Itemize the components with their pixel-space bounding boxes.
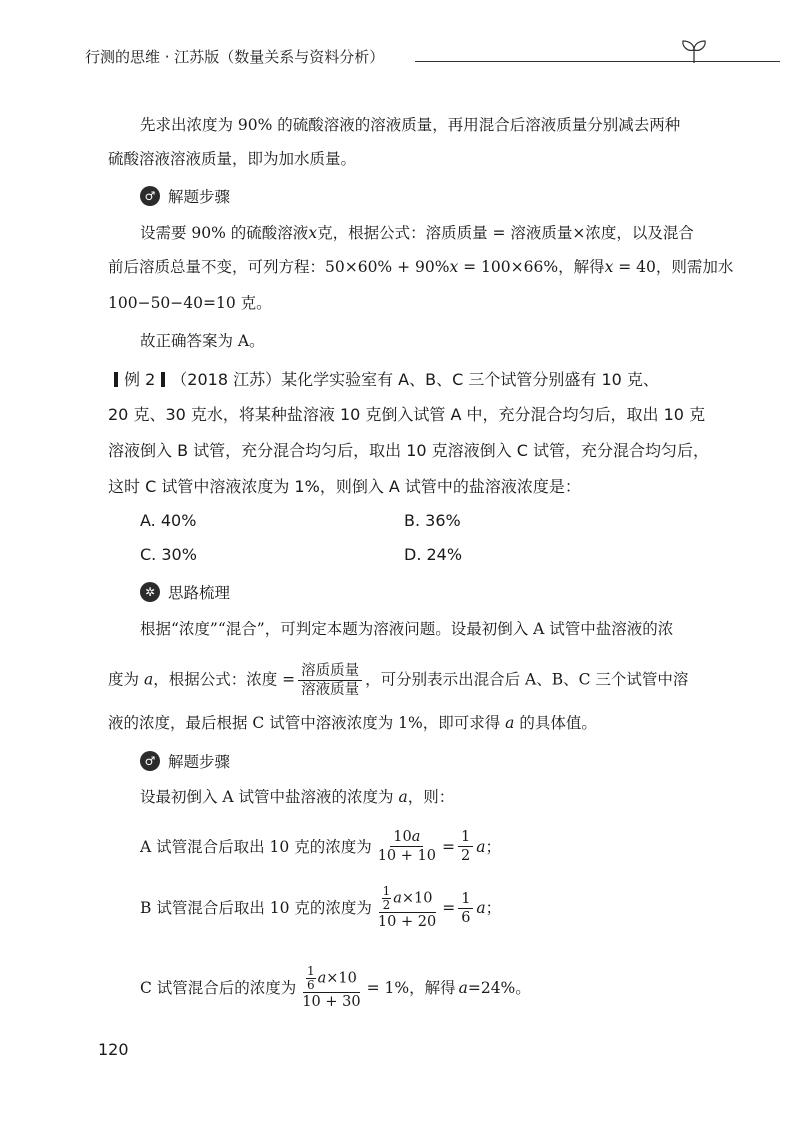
var-x: x	[449, 258, 459, 276]
fraction-denominator: 2	[460, 848, 471, 864]
sprout-icon	[677, 38, 711, 64]
formula-tube-c	[140, 965, 531, 1011]
text: C 试管混合后的浓度为	[140, 979, 297, 997]
intro-line-2: 硫酸溶液溶液质量，即为加水质量。	[108, 150, 357, 168]
text: 前后溶质总量不变，可列方程：50×60% + 90%	[108, 258, 450, 276]
intro-line-1: 先求出浓度为 90% 的硫酸溶液的溶液质量，再用混合后溶液质量分别减去两种	[140, 116, 681, 134]
var-a: a	[476, 837, 486, 856]
text: 2	[382, 898, 391, 912]
steps1-line-3: 100−50−40=10 克。	[108, 294, 272, 312]
var-a: a	[398, 788, 408, 806]
text: ；	[485, 837, 501, 856]
steps1-line-2	[108, 256, 733, 278]
example-line-2: 20 克、30 克水，将某种盐溶液 10 克倒入试管 A 中，充分混合均匀后，取出 10 克	[108, 405, 706, 424]
fraction-denominator: 溶液质量	[301, 682, 360, 698]
var-a: a	[411, 829, 421, 845]
bar-marker	[114, 372, 118, 387]
fraction-denominator: 6	[461, 909, 471, 926]
fraction-denominator: 10 + 30	[302, 994, 361, 1010]
section-title: 思路梳理	[168, 584, 231, 602]
fraction-numerator	[303, 965, 360, 993]
text: 克，根据公式：溶质质量 = 溶液质量×浓度，以及混合	[317, 224, 694, 242]
bar-marker	[161, 372, 165, 387]
var-a: a	[476, 899, 486, 917]
fraction-numerator	[390, 828, 423, 847]
section-solution-steps-1	[140, 185, 230, 207]
var-a: a	[505, 714, 515, 732]
text: 的具体值。	[519, 714, 597, 732]
steps2-intro	[140, 786, 454, 808]
var-x: x	[604, 258, 614, 276]
fraction-numerator	[379, 885, 436, 913]
text: ，则：	[407, 788, 455, 806]
steps1-line-1	[140, 222, 694, 244]
header-title: 行测的思维 · 江苏版（数量关系与资料分析）	[85, 48, 385, 66]
fraction	[306, 965, 316, 992]
section-solution-steps-2	[140, 750, 230, 772]
fraction	[458, 828, 473, 865]
analysis-line-2	[108, 662, 688, 699]
text: 设需要 90% 的硫酸溶液	[140, 224, 309, 242]
text: B 试管混合后取出 10 克的浓度为	[140, 899, 372, 917]
page-header	[85, 38, 725, 68]
gender-icon: ♂	[140, 751, 160, 771]
fraction	[458, 890, 473, 927]
var-a: a	[143, 670, 154, 689]
example-line-1	[108, 369, 659, 391]
gear-icon: ✲	[140, 582, 160, 602]
text: =	[441, 837, 455, 856]
section-analysis	[140, 581, 230, 603]
fraction-numerator: 1	[458, 890, 473, 909]
fraction	[375, 828, 439, 865]
text: 1	[382, 884, 391, 898]
var-a: a	[317, 970, 327, 987]
analysis-line-1: 根据“浓度”“混合”，可判定本题为溶液问题。设最初倒入 A 试管中盐溶液的浓	[140, 620, 674, 638]
var-a: a	[458, 979, 468, 997]
fraction-numerator: 1	[458, 828, 473, 847]
header-rule	[415, 61, 780, 62]
text: 液的浓度，最后根据 C 试管中溶液浓度为 1%，即可求得	[108, 714, 501, 732]
fraction-denominator: 10 + 10	[377, 848, 436, 864]
formula-tube-b	[140, 885, 501, 931]
fraction	[375, 885, 439, 931]
section-title: 解题步骤	[168, 188, 231, 206]
text: （2018 江苏）某化学实验室有 A、B、C 三个试管分别盛有 10 克、	[171, 370, 659, 389]
text: = 40，则需加水	[613, 258, 734, 276]
text: A 试管混合后取出 10 克的浓度为	[140, 837, 372, 856]
formula-tube-a	[140, 828, 501, 865]
concentration-fraction	[298, 662, 362, 699]
text: ；	[485, 899, 502, 917]
example-line-3: 溶液倒入 B 试管，充分混合均匀后，取出 10 克溶液倒入 C 试管，充分混合均匀后，	[108, 441, 710, 460]
analysis-line-3	[108, 712, 597, 734]
fraction	[382, 885, 392, 912]
text: 度为	[108, 670, 140, 689]
option-d: D. 24%	[404, 545, 463, 564]
var-x: x	[308, 224, 318, 242]
text: 1	[306, 964, 315, 978]
option-b: B. 36%	[404, 511, 461, 530]
fraction	[299, 965, 363, 1011]
var-a: a	[393, 890, 402, 907]
text: 设最初倒入 A 试管中盐溶液的浓度为	[140, 788, 394, 806]
text: ×10	[326, 970, 357, 987]
text: = 1%，解得	[366, 979, 456, 997]
text: 10	[393, 829, 412, 845]
page-number: 120	[98, 1040, 129, 1059]
example-line-4: 这时 C 试管中溶液浓度为 1%，则倒入 A 试管中的盐溶液浓度是：	[108, 477, 581, 496]
text: ×10	[401, 890, 433, 907]
option-a: A. 40%	[140, 511, 197, 530]
gender-icon: ♂	[140, 186, 160, 206]
example-label: 例 2	[124, 370, 156, 389]
text: =	[442, 899, 456, 917]
text: = 100×66%，解得	[458, 258, 605, 276]
text: ，可分别表示出混合后 A、B、C 三个试管中溶	[365, 670, 689, 689]
fraction-denominator: 10 + 20	[377, 914, 437, 930]
text: ，根据公式：浓度 =	[153, 670, 296, 689]
text: 6	[306, 978, 315, 992]
section-title: 解题步骤	[168, 753, 231, 771]
text: =24%。	[467, 979, 531, 997]
answer-line: 故正确答案为 A。	[140, 332, 265, 350]
option-c: C. 30%	[140, 545, 197, 564]
fraction-numerator: 溶质质量	[298, 662, 362, 681]
